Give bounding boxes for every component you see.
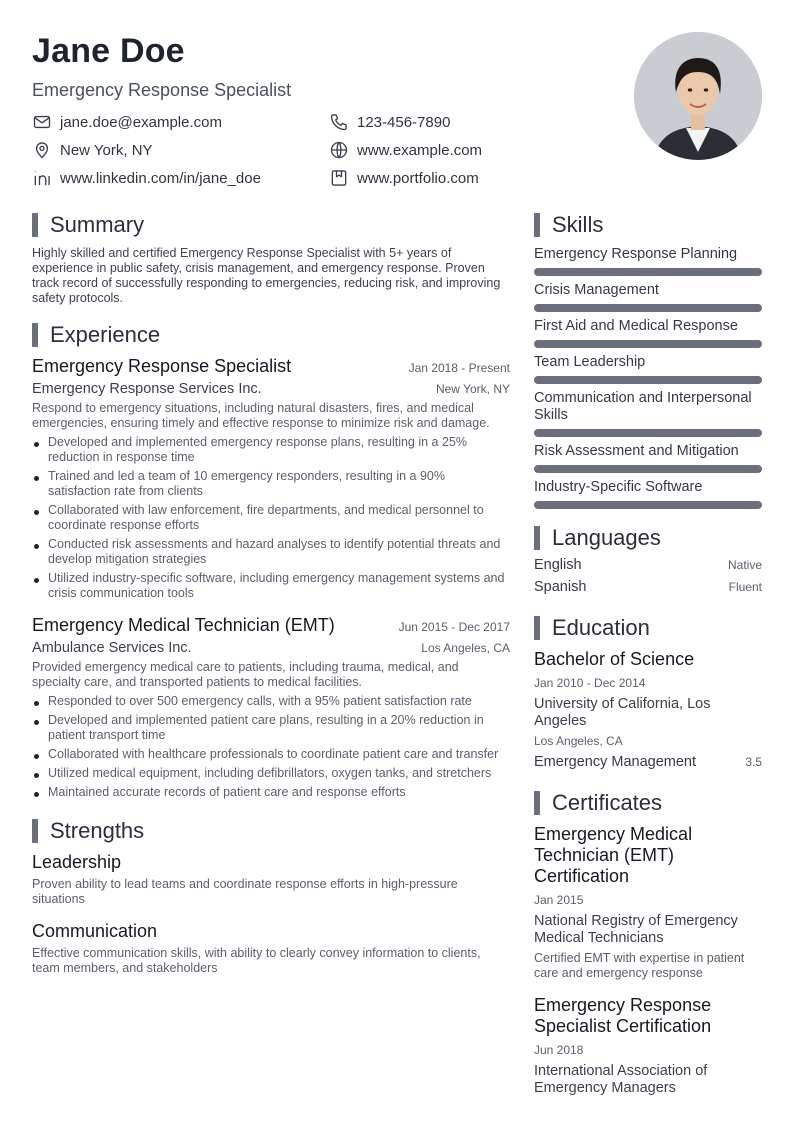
linkedin-text: www.linkedin.com/in/jane_doe <box>60 169 261 187</box>
contact-website[interactable] <box>329 140 482 160</box>
strength-name: Communication <box>32 921 158 941</box>
list-item: Utilized medical equipment, including defibrillators, oxygen tanks, and stretchers <box>32 766 510 781</box>
strength-item <box>32 852 510 907</box>
skill-item <box>534 479 762 509</box>
contact-location <box>32 140 153 160</box>
website-text: www.example.com <box>357 141 483 159</box>
languages-heading <box>534 525 762 551</box>
job-description: Respond to emergency situations, including natural disasters, fires, and medical emergencies, ensuring timely and effective response to minimize risk and damage. <box>32 401 490 430</box>
section-title: Summary <box>50 212 145 237</box>
experience-item <box>32 615 510 800</box>
strength-description: Effective communication skills, with ability to clearly convey information to clients, team members, and stakeholders <box>32 946 481 975</box>
job-description: Provided emergency medical care to patients, including trauma, medical, and specialty care, and transported patients to medical facilities. <box>32 660 459 689</box>
section-accent-bar <box>534 616 540 640</box>
summary-text: Highly skilled and certified Emergency Response Specialist with 5+ years of experience in public safety, crisis management, and emergency response. Proven track record of successfully responding to emergencies, reducing risk, and improving safety protocols. <box>32 246 501 305</box>
certificate-date: Jun 2018 <box>534 1043 584 1057</box>
skill-label: Risk Assessment and Mitigation <box>534 443 739 459</box>
contact-email[interactable] <box>32 112 222 132</box>
summary-heading <box>32 212 510 238</box>
education-field: Emergency Management <box>534 754 696 770</box>
job-company: Ambulance Services Inc. <box>32 640 192 656</box>
strength-name: Leadership <box>32 852 122 872</box>
section-title: Strengths <box>50 818 145 843</box>
job-title: Emergency Response Specialist <box>32 356 292 376</box>
list-item: Utilized industry-specific software, including emergency management systems and crisis communication tools <box>32 571 510 601</box>
bookmark-icon <box>329 168 349 188</box>
phone-icon <box>329 112 349 132</box>
section-accent-bar <box>534 526 540 550</box>
skill-bar <box>534 465 762 473</box>
certificate-issuer: International Association of Emergency Managers <box>534 1063 708 1096</box>
job-date: Jun 2015 - Dec 2017 <box>398 620 510 634</box>
phone-text: 123-456-7890 <box>357 113 451 131</box>
resume-header <box>32 30 602 200</box>
language-item <box>534 579 762 595</box>
list-item: Developed and implemented emergency response plans, resulting in a 25% reduction in response time <box>32 435 510 465</box>
certificate-issuer: National Registry of Emergency Medical Technicians <box>534 913 738 946</box>
experience-heading <box>32 322 510 348</box>
skill-item <box>534 390 762 437</box>
skill-bar <box>534 340 762 348</box>
job-location: New York, NY <box>435 382 510 396</box>
language-level: Fluent <box>728 580 762 594</box>
languages-list <box>534 557 762 595</box>
section-accent-bar <box>534 213 540 237</box>
right-column <box>534 212 762 1097</box>
section-accent-bar <box>32 323 38 347</box>
certificate-description: Certified EMT with expertise in patient care and emergency response <box>534 951 745 980</box>
job-bullets <box>32 435 510 601</box>
list-item: Trained and led a team of 10 emergency responders, resulting in a 90% satisfaction rate from clients <box>32 469 510 499</box>
list-item: Collaborated with law enforcement, fire departments, and medical personnel to coordinate response efforts <box>32 503 510 533</box>
left-column <box>32 212 510 976</box>
skill-label: Team Leadership <box>534 354 646 370</box>
skill-bar <box>534 501 762 509</box>
skill-bar <box>534 304 762 312</box>
language-name: English <box>534 557 582 573</box>
language-name: Spanish <box>534 579 587 595</box>
skill-item <box>534 282 762 312</box>
section-accent-bar <box>32 213 38 237</box>
map-pin-icon <box>32 140 52 160</box>
section-accent-bar <box>32 819 38 843</box>
skill-label: Industry-Specific Software <box>534 479 703 495</box>
language-level: Native <box>727 558 762 572</box>
certificate-name: Emergency Response Specialist Certification <box>534 995 712 1036</box>
skill-bar <box>534 268 762 276</box>
education-heading <box>534 615 762 641</box>
job-title: Emergency Medical Technician (EMT) <box>32 615 335 635</box>
job-date: Jan 2018 - Present <box>408 361 510 375</box>
contact-info <box>32 110 602 200</box>
contact-phone[interactable] <box>329 112 450 132</box>
contact-linkedin[interactable] <box>32 168 261 188</box>
certificate-date: Jan 2015 <box>534 893 584 907</box>
contact-portfolio[interactable] <box>329 168 479 188</box>
job-company: Emergency Response Services Inc. <box>32 381 262 397</box>
skill-label: Emergency Response Planning <box>534 246 738 262</box>
profile-photo <box>634 32 762 160</box>
skill-label: First Aid and Medical Response <box>534 318 738 334</box>
skill-item <box>534 354 762 384</box>
education-item <box>534 649 762 770</box>
education-degree: Bachelor of Science <box>534 649 695 669</box>
location-text: New York, NY <box>60 141 153 159</box>
education-date: Jan 2010 - Dec 2014 <box>534 676 646 690</box>
skill-label: Crisis Management <box>534 282 659 298</box>
experience-item <box>32 356 510 601</box>
education-school: University of California, Los Angeles <box>534 696 711 729</box>
list-item: Developed and implemented patient care plans, resulting in a 20% reduction in patient transport time <box>32 713 510 743</box>
certificate-item <box>534 824 762 981</box>
section-title: Certificates <box>552 790 663 815</box>
strength-item <box>32 921 510 976</box>
section-title: Education <box>552 615 650 640</box>
skill-bar <box>534 429 762 437</box>
job-bullets <box>32 694 510 800</box>
list-item: Responded to over 500 emergency calls, with a 95% patient satisfaction rate <box>32 694 510 709</box>
section-title: Languages <box>552 525 661 550</box>
strength-description: Proven ability to lead teams and coordinate response efforts in high-pressure situations <box>32 877 458 906</box>
certificate-item <box>534 995 762 1097</box>
list-item: Conducted risk assessments and hazard analyses to identify potential threats and develop mitigation strategies <box>32 537 510 567</box>
list-item: Maintained accurate records of patient care and response efforts <box>32 785 510 800</box>
skill-item <box>534 318 762 348</box>
section-title: Skills <box>552 212 604 237</box>
linkedin-icon <box>32 168 52 188</box>
mail-icon <box>32 112 52 132</box>
skill-label: Communication and Interpersonal Skills <box>534 390 752 423</box>
skills-list <box>534 246 762 509</box>
certificates-heading <box>534 790 762 816</box>
certificate-name: Emergency Medical Technician (EMT) Certification <box>534 824 693 886</box>
candidate-name: Jane Doe <box>32 32 185 70</box>
skill-item <box>534 443 762 473</box>
globe-icon <box>329 140 349 160</box>
section-accent-bar <box>534 791 540 815</box>
education-gpa: 3.5 <box>745 755 762 769</box>
skills-heading <box>534 212 762 238</box>
strengths-heading <box>32 818 510 844</box>
language-item <box>534 557 762 573</box>
candidate-title: Emergency Response Specialist <box>32 80 292 100</box>
portfolio-text: www.portfolio.com <box>357 169 479 187</box>
job-location: Los Angeles, CA <box>421 641 510 655</box>
email-text: jane.doe@example.com <box>60 113 222 131</box>
section-title: Experience <box>50 322 161 347</box>
skill-item <box>534 246 762 276</box>
list-item: Collaborated with healthcare professionals to coordinate patient care and transfer <box>32 747 510 762</box>
education-location: Los Angeles, CA <box>534 734 623 748</box>
skill-bar <box>534 376 762 384</box>
